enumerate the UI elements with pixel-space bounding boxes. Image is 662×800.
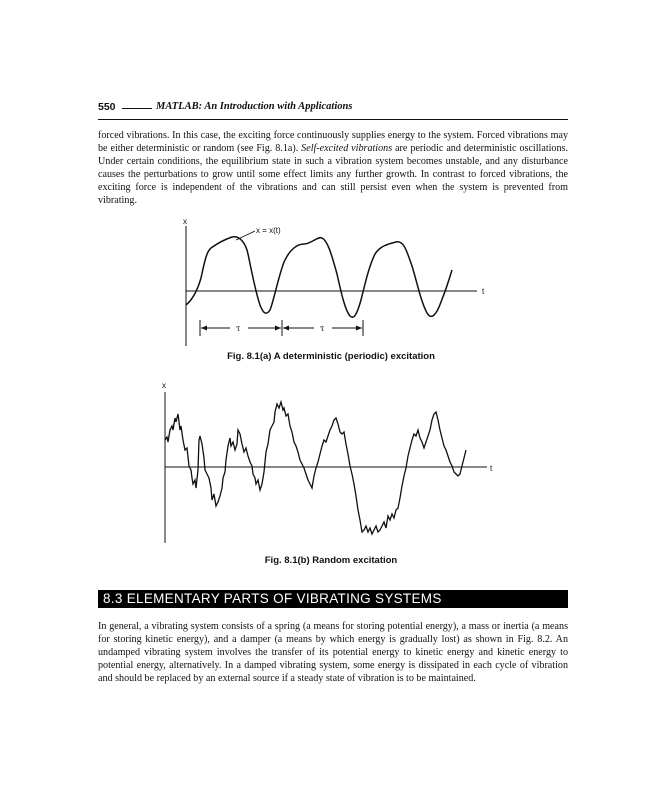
periodic-x-label: t — [482, 287, 485, 296]
random-y-label: x — [162, 381, 166, 390]
book-title: MATLAB: An Introduction with Applications — [156, 101, 353, 112]
figure-random — [0, 370, 662, 550]
para1-text-c: are periodic and deterministic oscillations. Under certain conditions, the equilibrium state in such a vibration system becomes unstable, and any disturbance causes the perturbations to grow until some effect limits any further growth. In contrast to forced vibrations, the exciting force is independent of the vibrations and can still persist even when the system is prevented from vibrating. — [98, 143, 568, 207]
paragraph-elementary-parts: In general, a vibrating system consists of a spring (a means for storing potential energy), a mass or inertia (a means for storing kinetic energy), and a damper (a means by which energy is gradually lost) as shown in Fig. 8.2. An undamped vibrating system involves the transfer of its potential energy to kinetic energy and kinetic energy to potential energy, alternatively. In a damped vibrating system, some energy is dissipated in each cycle of vibration and should be replaced by an external source if a steady state of vibration is to be maintained. — [98, 621, 568, 685]
page-number: 550 — [98, 101, 116, 113]
period-arrowhead-2a — [283, 326, 289, 331]
random-waveform — [165, 402, 466, 534]
random-x-label: t — [490, 464, 493, 473]
para1-emphasis: Self-excited vibrations — [301, 143, 393, 155]
periodic-plot — [0, 0, 662, 350]
periodic-curve-label: x = x(t) — [256, 226, 281, 235]
period-label-1: τ — [236, 324, 241, 333]
period-arrowhead-1a — [201, 326, 207, 331]
figure-periodic — [0, 0, 662, 350]
random-plot — [0, 370, 662, 550]
period-arrowhead-2b — [356, 326, 362, 331]
section-heading-bar — [98, 590, 568, 608]
figure-b-caption: Fig. 8.1(b) Random excitation — [264, 555, 398, 566]
period-arrowhead-1b — [275, 326, 281, 331]
periodic-waveform — [186, 237, 452, 317]
section-title: 8.3 ELEMENTARY PARTS OF VIBRATING SYSTEMS — [103, 591, 442, 606]
periodic-y-label: x — [183, 217, 187, 226]
figure-a-caption: Fig. 8.1(a) A deterministic (periodic) excitation — [227, 351, 435, 362]
para1-text-a: forced vibrations. In this case, the exciting force continuously supplies energy to the system. Forced vibrations may be either deterministic or random (see Fig. 8.1a). — [98, 130, 568, 155]
period-label-2: τ — [320, 324, 325, 333]
